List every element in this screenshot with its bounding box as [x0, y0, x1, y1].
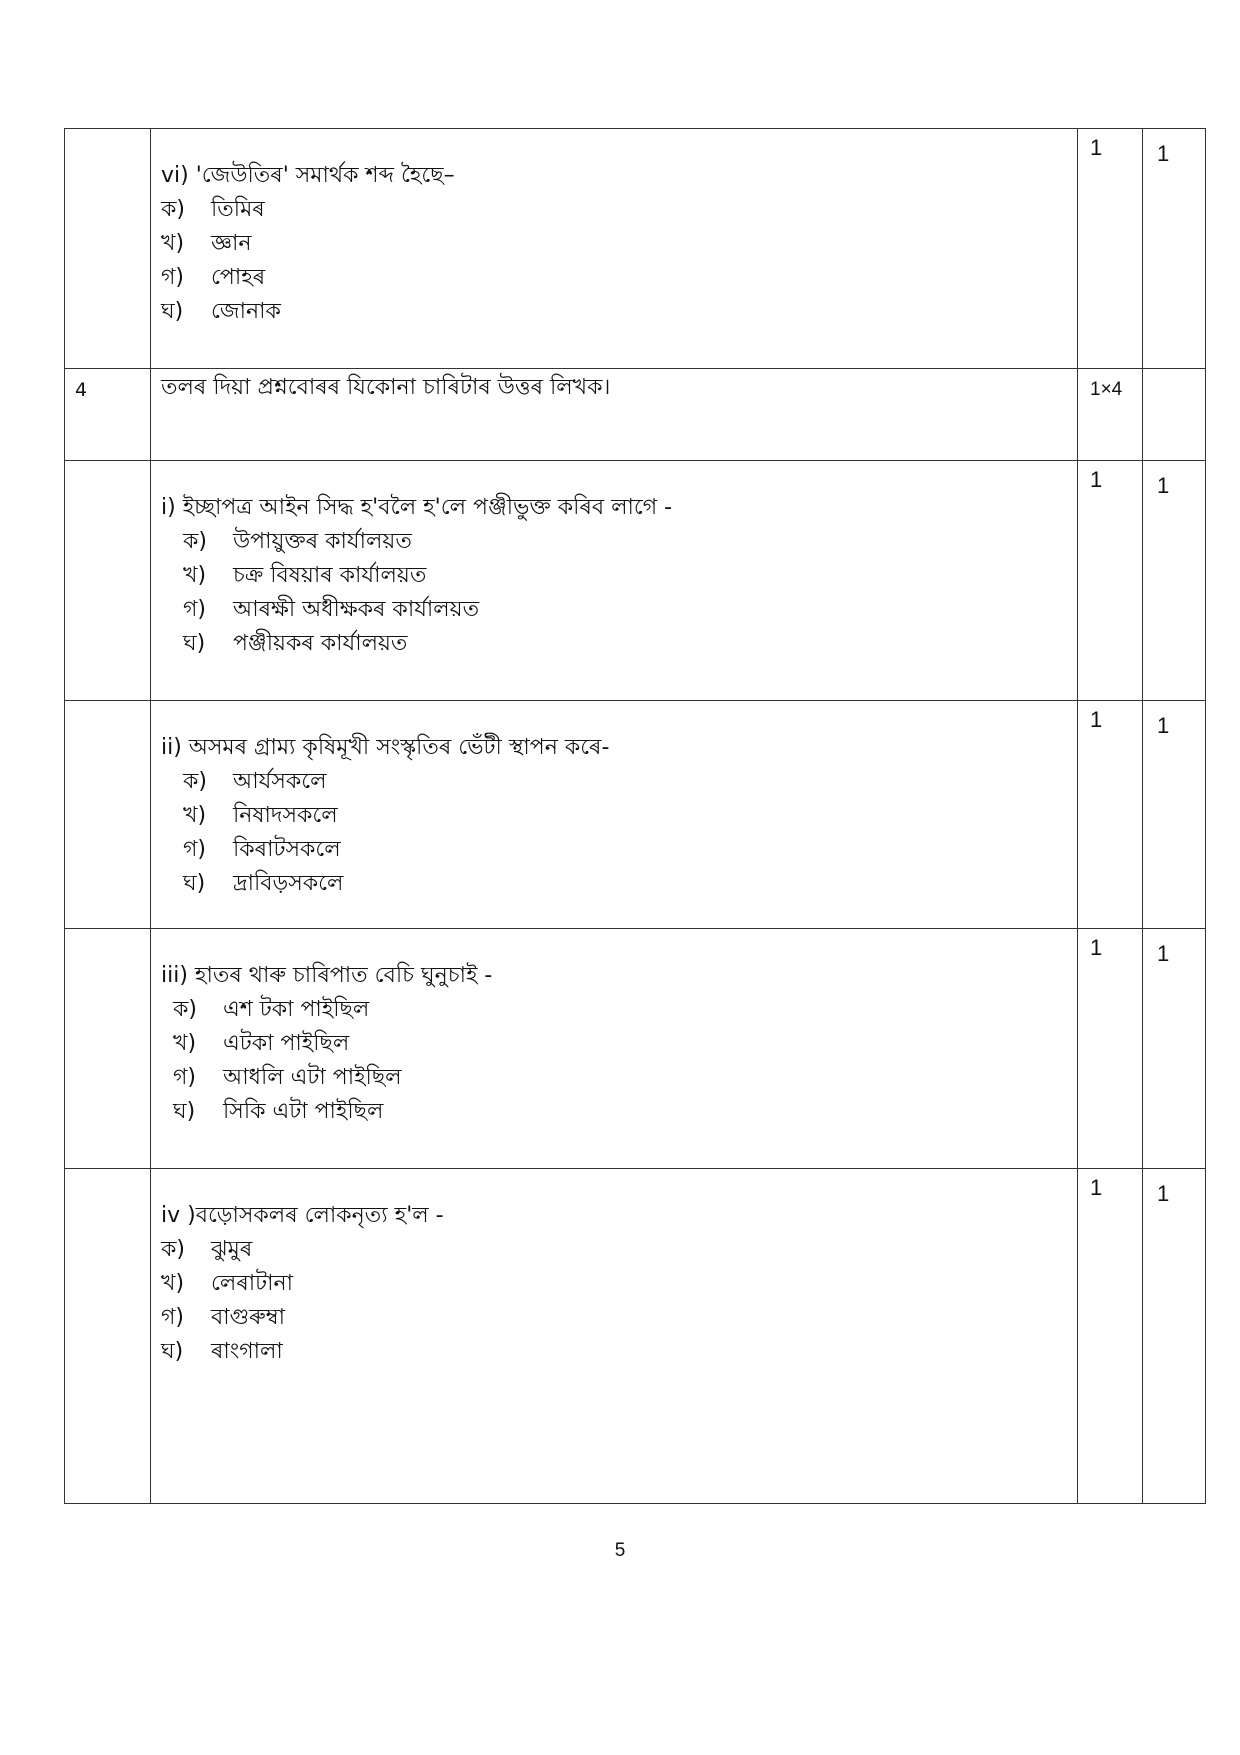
question-text: তলৰ দিয়া প্ৰশ্নবোৰৰ যিকোনা চাৰিটাৰ উত্তৰ লিখক।	[161, 375, 611, 400]
option-gha: ঘ) পঞ্জীয়কৰ কাৰ্যালয়ত	[183, 631, 408, 656]
question-table	[64, 128, 1206, 1504]
total-marks-cell: 1	[1143, 461, 1206, 701]
total-marks-cell	[1143, 369, 1206, 461]
question-cell	[151, 369, 1078, 461]
table-row	[65, 369, 1206, 461]
question-text: vi) 'জেউতিৰ' সমাৰ্থক শব্দ হৈছে–	[161, 163, 455, 188]
option-ka: ক) এশ টকা পাইছিল	[173, 997, 370, 1022]
question-number	[65, 1169, 151, 1504]
option-gha: ঘ) সিকি এটা পাইছিল	[173, 1099, 384, 1124]
marks-cell: 1×4	[1078, 369, 1143, 461]
table-row	[65, 461, 1206, 701]
table-row	[65, 701, 1206, 929]
total-marks-cell: 1	[1143, 1169, 1206, 1504]
question-number	[65, 129, 151, 369]
option-ka: ক) তিমিৰ	[161, 197, 265, 222]
question-cell	[151, 129, 1078, 369]
option-kha: খ) চক্ৰ বিষয়াৰ কাৰ্যালয়ত	[183, 563, 427, 588]
option-ka: ক) ঝুমুৰ	[161, 1237, 253, 1262]
page-number: 5	[614, 1540, 626, 1561]
option-ga: গ) আধলি এটা পাইছিল	[173, 1065, 402, 1090]
marks-cell: 1	[1078, 1169, 1143, 1504]
option-kha: খ) জ্ঞান	[161, 231, 252, 256]
option-gha: ঘ) ৰাংগালা	[161, 1339, 283, 1364]
question-cell	[151, 701, 1078, 929]
option-ga: গ) আৰক্ষী অধীক্ষকৰ কাৰ্যালয়ত	[183, 597, 480, 622]
question-number	[65, 701, 151, 929]
table-row	[65, 129, 1206, 369]
table-row	[65, 929, 1206, 1169]
option-ka: ক) উপায়ুক্তৰ কাৰ্যালয়ত	[183, 529, 412, 554]
question-text: iv )বড়োসকলৰ লোকনৃত্য হ'ল -	[161, 1203, 444, 1228]
total-marks-cell: 1	[1143, 701, 1206, 929]
option-kha: খ) নিষাদসকলে	[183, 803, 338, 828]
marks-cell: 1	[1078, 929, 1143, 1169]
table-row	[65, 1169, 1206, 1504]
option-kha: খ) এটকা পাইছিল	[173, 1031, 350, 1056]
question-number	[65, 461, 151, 701]
marks-cell: 1	[1078, 129, 1143, 369]
option-ga: গ) পোহৰ	[161, 265, 266, 290]
option-kha: খ) লেৰাটানা	[161, 1271, 293, 1296]
option-ga: গ) কিৰাটসকলে	[183, 837, 341, 862]
option-gha: ঘ) জোনাক	[161, 299, 281, 324]
question-text: ii) অসমৰ গ্ৰাম্য কৃষিমূখী সংস্কৃতিৰ ভেঁটী স্থাপন কৰে-	[161, 735, 610, 760]
question-number	[65, 929, 151, 1169]
marks-cell: 1	[1078, 701, 1143, 929]
total-marks-cell: 1	[1143, 929, 1206, 1169]
option-ga: গ) বাগুৰুম্বা	[161, 1305, 286, 1330]
option-gha: ঘ) দ্ৰাবিড়সকলে	[183, 871, 344, 896]
question-cell	[151, 461, 1078, 701]
question-text: iii) হাতৰ থাৰু চাৰিপাত বেচি ঘুনুচাই -	[161, 963, 493, 988]
question-number: 4	[65, 369, 151, 461]
question-cell	[151, 1169, 1078, 1504]
question-cell	[151, 929, 1078, 1169]
marks-cell: 1	[1078, 461, 1143, 701]
question-text: i) ইচ্ছাপত্ৰ আইন সিদ্ধ হ'বলৈ হ'লে পঞ্জীভুক্ত কৰিব লাগে -	[161, 495, 673, 520]
total-marks-cell: 1	[1143, 129, 1206, 369]
option-ka: ক) আৰ্যসকলে	[183, 769, 327, 794]
